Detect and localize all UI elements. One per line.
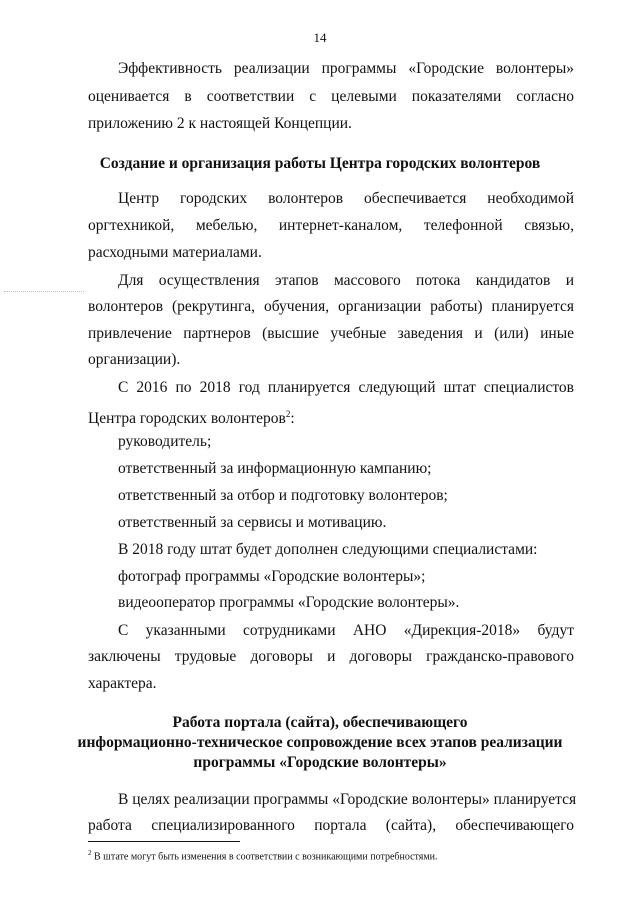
paragraph-line: характера. [88,675,157,692]
footnote-divider [88,841,240,842]
footnote-text: В штате могут быть изменения в соответствии с возникающими потребностями. [91,851,438,863]
list-item: фотограф программы «Городские волонтеры»; [118,568,426,585]
footnote [88,849,438,862]
paragraph-line: заключены трудовые договоры и договоры гражданско-правового [88,648,574,665]
paragraph-line: волонтеров (рекрутинга, обучения, организации работы) планируется [88,298,574,315]
page-number: 14 [313,30,327,45]
paragraph-line: Эффективность реализации программы «Городские волонтеры» [118,60,574,77]
paragraph-line: В целях реализации программы «Городские волонтеры» планируется [118,791,577,808]
footnote-reference: 2 [285,409,291,419]
section-heading: Создание и организация работы Центра городских волонтеров [99,155,541,172]
paragraph-line: Для осуществления этапов массового потока кандидатов и [118,272,574,289]
list-item: руководитель; [118,433,212,450]
paragraph-line: С 2016 по 2018 год планируется следующий штат специалистов [118,379,574,396]
paragraph-text: : [290,410,295,428]
list-item: видеооператор программы «Городские волонтеры». [118,594,460,611]
section-heading: информационно-техническое сопровождение всех этапов реализации [77,734,563,751]
paragraph-line: приложению 2 к настоящей Концепции. [88,115,352,132]
paragraph-text: Центра городских волонтеров [88,410,286,428]
paragraph-line: оценивается в соответствии с целевыми показателями согласно [88,88,574,105]
paragraph-line: расходными материалами. [88,244,262,261]
paragraph-line: организации). [88,351,181,368]
paragraph-line: оргтехникой, мебелью, интернет-каналом, телефонной связью, [88,217,574,234]
footnote-mark: 2 [88,849,92,857]
section-heading: программы «Городские волонтеры» [193,754,447,771]
paragraph-line: В 2018 году штат будет дополнен следующими специалистами: [118,541,538,558]
paragraph-line [88,405,574,428]
paragraph-line: работа специализированного портала (сайта), обеспечивающего [88,817,574,834]
paragraph-line: С указанными сотрудниками АНО «Дирекция-2018» будут [118,622,574,639]
list-item: ответственный за сервисы и мотивацию. [118,514,387,531]
list-item: ответственный за отбор и подготовку волонтеров; [118,487,448,504]
list-item: ответственный за информационную кампанию; [118,460,432,477]
paragraph-line: Центр городских волонтеров обеспечивается необходимой [118,190,574,207]
scan-artifact [4,291,84,292]
section-heading: Работа портала (сайта), обеспечивающего [172,714,468,731]
paragraph-line: привлечение партнеров (высшие учебные заведения и (или) иные [88,325,574,342]
